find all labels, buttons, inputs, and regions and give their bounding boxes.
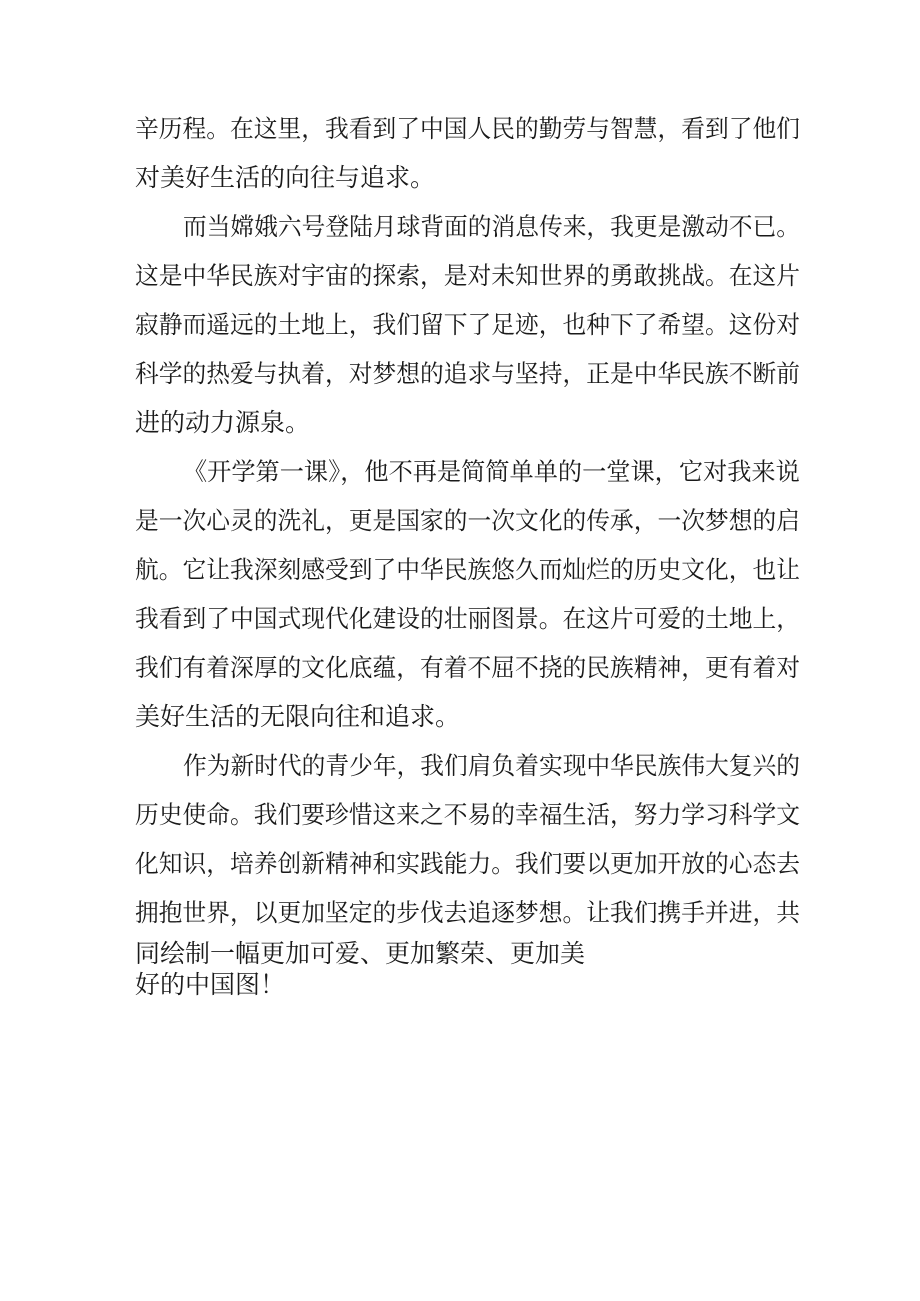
text-line: 同绘制一幅更加可爱、更加繁荣、更加美 [135,939,586,968]
text-line: 作为新时代的青少年，我们肩负着实现中华民族伟大复兴的 [183,751,800,780]
text-line: 对美好生活的向往与追求。 [135,163,436,192]
text-line: 这是中华民族对宇宙的探索，是对未知世界的勇敢挑战。在这片 [135,261,800,290]
text-line: 好的中国图！ [135,970,286,999]
text-line: 拥抱世界，以更加坚定的步伐去追逐梦想。让我们携手并进，共 [135,898,800,927]
text-line: 辛历程。在这里，我看到了中国人民的勤劳与智慧，看到了他们 [135,114,800,143]
text-line: 我们有着深厚的文化底蕴，有着不屈不挠的民族精神，更有着对 [135,653,800,682]
text-line: 是一次心灵的洗礼，更是国家的一次文化的传承，一次梦想的启 [135,506,800,535]
text-line: 我看到了中国式现代化建设的壮丽图景。在这片可爱的土地上， [135,604,800,633]
text-line: 科学的热爱与执着，对梦想的追求与坚持，正是中华民族不断前 [135,359,800,388]
text-line: 寂静而遥远的土地上，我们留下了足迹，也种下了希望。这份对 [135,310,800,339]
text-line: 化知识，培养创新精神和实践能力。我们要以更加开放的心态去 [135,849,800,878]
text-line: 而当嫦娥六号登陆月球背面的消息传来，我更是激动不已。 [183,212,800,241]
text-line: 美好生活的无限向往和追求。 [135,702,461,731]
text-line: 航。它让我深刻感受到了中华民族悠久而灿烂的历史文化，也让 [135,555,800,584]
text-line: 《开学第一课》，他不再是简简单单的一堂课，它对我来说 [183,457,800,486]
text-line: 历史使命。我们要珍惜这来之不易的幸福生活，努力学习科学文 [135,800,800,829]
text-line: 进的动力源泉。 [135,408,311,437]
